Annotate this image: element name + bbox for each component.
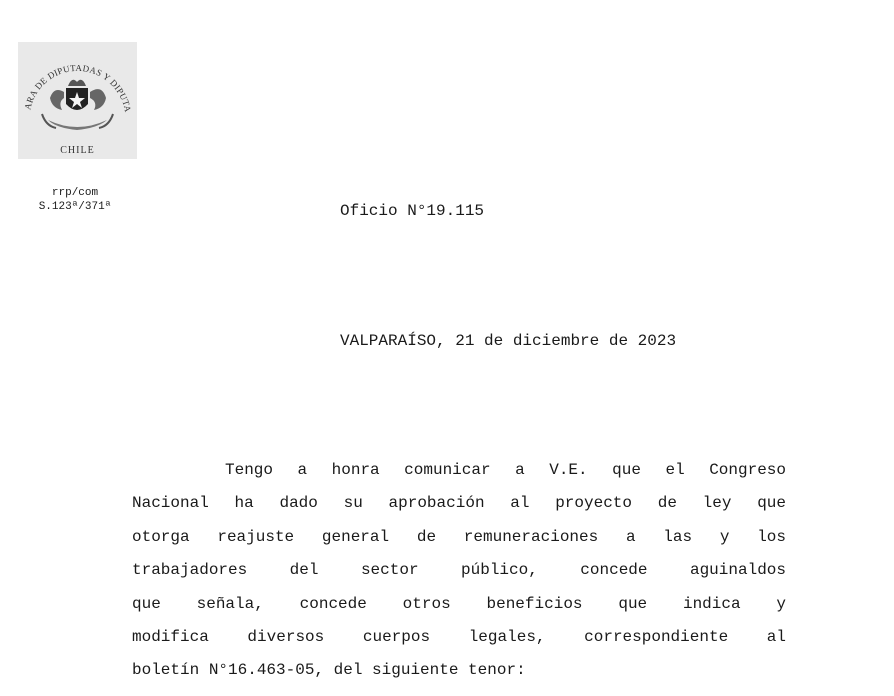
letter-body [132,459,786,693]
body-line: modifica diversos cuerpos legales, correspondiente al [132,627,786,646]
body-line: Nacional ha dado su aprobación al proyecto de ley que [132,494,786,513]
body-line: otorga reajuste general de remuneraciones a las y los [132,527,786,546]
body-line: trabajadores del sector público, concede aguinaldos [132,561,786,580]
reference-initials: rrp/com [51,187,99,199]
date-line: VALPARAÍSO, 21 de diciembre de 2023 [340,332,677,350]
reference-code [22,186,128,214]
body-line: que señala, concede otros beneficios que indica y [132,594,786,613]
body-line: boletín N°16.463-05, del siguiente tenor: [132,661,526,680]
body-line: Tengo a honra comunicar a V.E. que el Congreso [225,461,786,479]
chamber-seal-icon [18,42,137,159]
svg-text:CHILE: CHILE [60,145,95,156]
chamber-seal-logo [18,42,137,159]
oficio-number: Oficio N°19.115 [340,202,485,220]
svg-text:CAMARA DE DIPUTADAS Y DIPUTADO: ARA DE DIPUTADAS Y DIPUTA [22,62,134,114]
session-number: S.123ª/371ª [38,201,112,213]
